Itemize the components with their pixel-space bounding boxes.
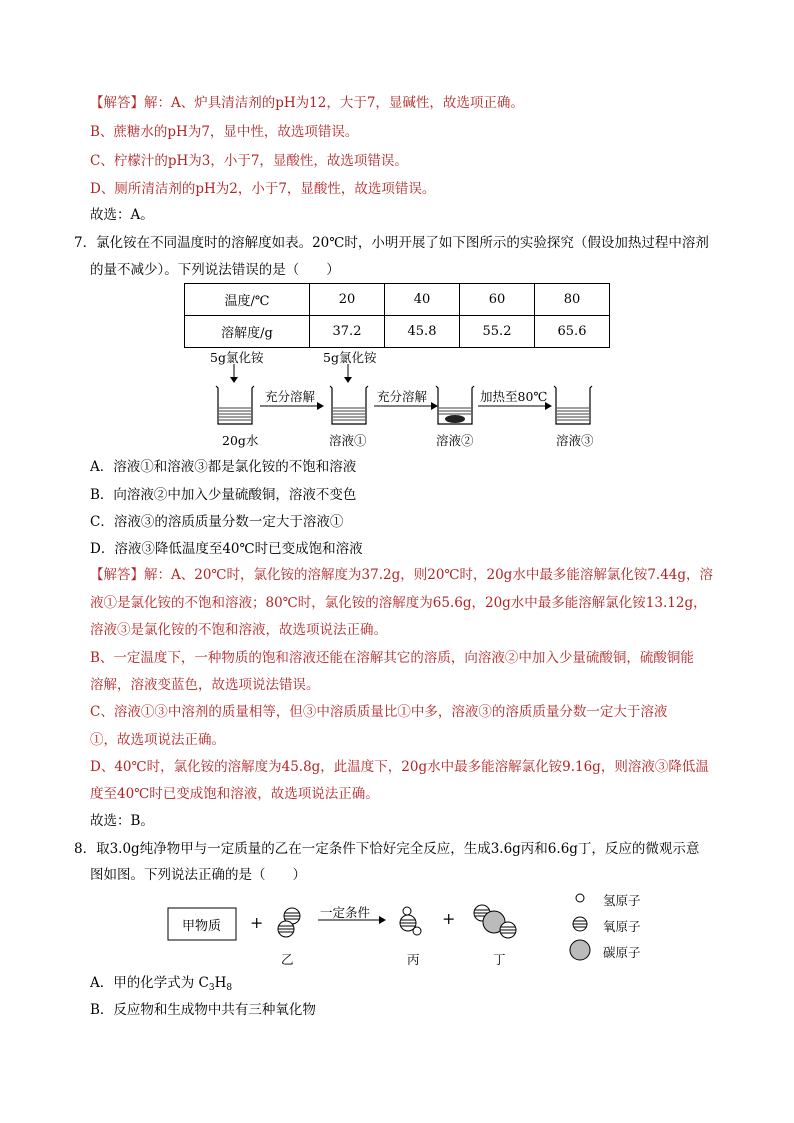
answer6-choice: 故选：A。 xyxy=(90,207,154,223)
product-label-ding: 丁 xyxy=(493,952,506,967)
down-arrow-icon xyxy=(230,364,238,383)
legend-hydrogen-label: 氢原子 xyxy=(603,893,641,908)
carbon-atom-icon xyxy=(570,940,590,960)
table-cell: 20 xyxy=(310,284,385,316)
table-cell: 45.8 xyxy=(385,316,460,348)
q7-stem-line2: 的量不减少）。下列说法错误的是（ ） xyxy=(90,262,340,278)
oxygen-atom-icon xyxy=(573,917,587,931)
table-row xyxy=(185,316,610,348)
sediment-icon xyxy=(445,415,465,423)
q8-stem-line1: 8．取3.0g纯净物甲与一定质量的乙在一定条件下恰好完全反应，生成3.6g丙和6.6g丁，反应的微观示意 xyxy=(74,841,700,857)
table-cell: 80 xyxy=(535,284,610,316)
q7-answer-line5: 溶解，溶液变蓝色，故选项说法错误。 xyxy=(90,677,320,693)
reaction-condition-label: 一定条件 xyxy=(320,905,371,920)
beaker-label-solution-1: 溶液① xyxy=(329,433,367,448)
q7-option-d: D．溶液③降低温度至40℃时已变成饱和溶液 xyxy=(90,541,363,557)
q8-stem-line2: 图如图。下列说法正确的是（ ） xyxy=(90,867,306,883)
table-cell: 65.6 xyxy=(535,316,610,348)
beaker-label-water: 20g水 xyxy=(222,433,259,448)
q7-answer-line6: C、溶液①③中溶剂的质量相等，但③中溶质质量比①中多，溶液③的溶质质量分数一定大于溶液 xyxy=(90,704,668,720)
answer6-line-a: 【解答】解：A、炉具清洁剂的pH为12，大于7，显碱性，故选项正确。 xyxy=(90,95,524,111)
beaker-icon xyxy=(554,386,592,424)
arrow-label-heat: 加热至80℃ xyxy=(480,389,548,404)
water-molecule-icon xyxy=(400,907,421,935)
beaker-label-solution-2: 溶液② xyxy=(436,433,474,448)
answer6-line-b: B、蔗糖水的pH为7，显中性，故选项错误。 xyxy=(90,124,359,140)
q7-answer-line8: D、40℃时，氯化铵的溶解度为45.8g，此温度下，20g水中最多能溶解氯化铵9.16g，则溶液③降低温 xyxy=(90,759,709,775)
q7-answer-line2: 液①是氯化铵的不饱和溶液；80℃时，氯化铵的溶解度为65.6g，20g水中最多能溶解氯化铵13.12g， xyxy=(90,595,707,611)
plus-sign-1: + xyxy=(250,913,264,932)
q8-option-b: B．反应物和生成物中共有三种氧化物 xyxy=(90,1002,316,1018)
oxygen-molecule-icon xyxy=(278,908,300,937)
arrow-label-dissolve-2: 充分溶解 xyxy=(377,389,428,404)
carbon-dioxide-molecule-icon xyxy=(474,905,516,938)
table-cell: 溶解度/g xyxy=(185,316,310,348)
table-cell: 60 xyxy=(460,284,535,316)
answer6-line-c: C、柠檬汁的pH为3，小于7，显酸性，故选项错误。 xyxy=(90,153,408,169)
answer-tag: 【解答】 xyxy=(90,95,144,111)
q7-option-b: B．向溶液②中加入少量硫酸铜，溶液不变色 xyxy=(90,487,357,503)
down-arrow-icon xyxy=(344,364,352,383)
q7-answer-line3: 溶液③是氯化铵的不饱和溶液，故选项说法正确。 xyxy=(90,622,387,638)
table-cell: 55.2 xyxy=(460,316,535,348)
solubility-table xyxy=(184,283,610,348)
beaker-icon xyxy=(436,386,474,424)
hydrogen-atom-icon xyxy=(576,894,584,902)
q8-option-a: A．甲的化学式为 $C_3H_8$ xyxy=(90,975,233,993)
q7-answer-line1: 【解答】解：A、20℃时，氯化铵的溶解度为37.2g，则20℃时，20g水中最多能溶解氯化铵7.44g，溶 xyxy=(90,567,714,583)
answer6-line-d: D、厕所清洁剂的pH为2，小于7，显酸性，故选项错误。 xyxy=(90,181,436,197)
beaker-icon xyxy=(216,386,254,424)
product-label-bing: 丙 xyxy=(407,952,420,967)
reactant-label-yi: 乙 xyxy=(281,952,294,967)
table-cell: 40 xyxy=(385,284,460,316)
legend-carbon-label: 碳原子 xyxy=(603,945,641,960)
beaker-icon xyxy=(330,386,368,424)
answer-tag: 【解答】 xyxy=(90,567,144,583)
beaker-label-solution-3: 溶液③ xyxy=(556,433,594,448)
plus-sign-2: + xyxy=(442,909,456,928)
substance-box-label: 甲物质 xyxy=(182,919,222,934)
q7-answer-line7: ①，故选项说法正确。 xyxy=(90,732,225,748)
q7-option-c: C．溶液③的溶质质量分数一定大于溶液① xyxy=(90,514,344,530)
q7-option-a: A．溶液①和溶液③都是氯化铵的不饱和溶液 xyxy=(90,459,357,475)
q7-stem-line1: 7．氯化铵在不同温度时的溶解度如表。20℃时，小明开展了如下图所示的实验探究（假设加热过程中溶剂 xyxy=(74,235,709,251)
q7-answer-choice: 故选：B。 xyxy=(90,813,154,829)
legend-oxygen-label: 氧原子 xyxy=(603,919,641,934)
table-row xyxy=(185,284,610,316)
table-cell: 温度/℃ xyxy=(185,284,310,316)
q7-answer-line9: 度至40℃时已变成饱和溶液，故选项说法正确。 xyxy=(90,786,379,802)
add-salt-label-2: 5g氯化铵 xyxy=(323,350,377,365)
arrow-label-dissolve-1: 充分溶解 xyxy=(265,389,316,404)
add-salt-label-1: 5g氯化铵 xyxy=(210,350,264,365)
table-cell: 37.2 xyxy=(310,316,385,348)
q7-answer-line4: B、一定温度下，一种物质的饱和溶液还能在溶解其它的溶质，向溶液②中加入少量硫酸铜，硫酸铜能 xyxy=(90,650,694,666)
